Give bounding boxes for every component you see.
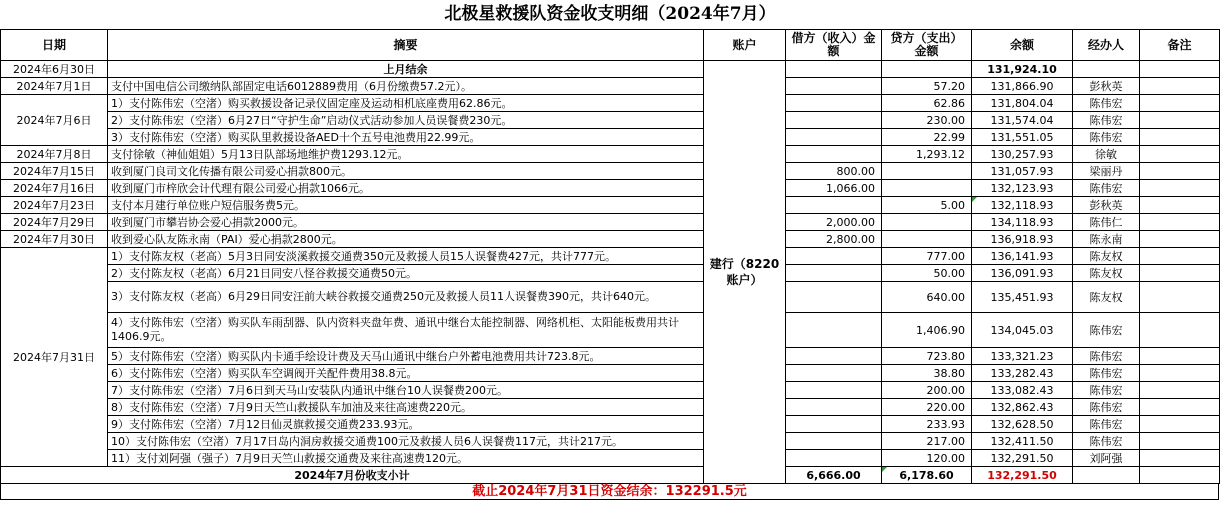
row-handler: 陈友权 — [1073, 248, 1140, 265]
row-date: 2024年7月1日 — [1, 78, 108, 95]
row-credit: 640.00 — [882, 282, 972, 313]
header-date: 日期 — [1, 30, 108, 61]
row-debit — [786, 248, 882, 265]
row-remark — [1140, 365, 1220, 382]
row-handler: 陈伟宏 — [1073, 95, 1140, 112]
subtotal-label: 2024年7月份收支小计 — [1, 467, 704, 484]
table-row — [1, 248, 1220, 265]
row-credit: 62.86 — [882, 95, 972, 112]
row-balance: 134,045.03 — [972, 313, 1073, 348]
row-credit: 22.99 — [882, 129, 972, 146]
row-debit — [786, 282, 882, 313]
row-credit: 230.00 — [882, 112, 972, 129]
subtotal-credit: 6,178.60 — [882, 467, 972, 484]
account-cell: 建行（8220账户） — [704, 61, 786, 484]
row-credit: 50.00 — [882, 265, 972, 282]
row-credit: 5.00 — [882, 197, 972, 214]
header-remark: 备注 — [1140, 30, 1220, 61]
row-debit — [786, 78, 882, 95]
row-balance: 132,628.50 — [972, 416, 1073, 433]
row-remark — [1140, 248, 1220, 265]
row-summary: 8）支付陈伟宏（空渚）7月9日天竺山救援队车加油及来往高速费220元。 — [108, 399, 704, 416]
subtotal-debit: 6,666.00 — [786, 467, 882, 484]
row-debit — [786, 146, 882, 163]
row-remark — [1140, 282, 1220, 313]
row-summary: 4）支付陈伟宏（空渚）购买队车雨刮器、队内资料夹盘年费、通讯中继台太能控制器、网络机柜、太阳能板费用共计1406.9元。 — [108, 313, 704, 348]
table-row — [1, 163, 1220, 180]
row-debit — [786, 265, 882, 282]
row-remark — [1140, 146, 1220, 163]
row-balance: 132,862.43 — [972, 399, 1073, 416]
table-row — [1, 382, 1220, 399]
row-credit — [882, 163, 972, 180]
row-debit: 1,066.00 — [786, 180, 882, 197]
row-debit — [786, 348, 882, 365]
row-credit: 200.00 — [882, 382, 972, 399]
table-row — [1, 433, 1220, 450]
opening-label: 上月结余 — [108, 61, 704, 78]
row-credit: 57.20 — [882, 78, 972, 95]
row-debit — [786, 95, 882, 112]
row-debit: 800.00 — [786, 163, 882, 180]
row-date: 2024年7月15日 — [1, 163, 108, 180]
header-credit: 贷方（支出）金额 — [882, 30, 972, 61]
row-credit: 120.00 — [882, 450, 972, 467]
row-handler: 陈友权 — [1073, 265, 1140, 282]
row-date: 2024年7月16日 — [1, 180, 108, 197]
table-row — [1, 231, 1220, 248]
row-summary: 9）支付陈伟宏（空渚）7月12日仙灵旗救援交通费233.93元。 — [108, 416, 704, 433]
row-handler: 彭秋英 — [1073, 197, 1140, 214]
row-balance: 135,451.93 — [972, 282, 1073, 313]
row-debit: 2,800.00 — [786, 231, 882, 248]
row-debit — [786, 399, 882, 416]
row-balance: 131,574.04 — [972, 112, 1073, 129]
header-debit: 借方（收入）金额 — [786, 30, 882, 61]
opening-debit — [786, 61, 882, 78]
row-balance: 132,411.50 — [972, 433, 1073, 450]
row-debit — [786, 416, 882, 433]
row-credit — [882, 214, 972, 231]
table-row — [1, 112, 1220, 129]
row-summary: 10）支付陈伟宏（空渚）7月17日岛内洞房救援交通费100元及救援人员6人误餐费117元，共计217元。 — [108, 433, 704, 450]
opening-row — [1, 61, 1220, 78]
row-summary: 收到爱心队友陈永南（PAI）爱心捐款2800元。 — [108, 231, 704, 248]
ledger-table — [0, 29, 1220, 484]
subtotal-remark — [1140, 467, 1220, 484]
row-debit — [786, 129, 882, 146]
row-debit — [786, 382, 882, 399]
row-summary: 3）支付陈伟宏（空渚）购买队里救援设备AED十个五号电池费用22.99元。 — [108, 129, 704, 146]
row-credit — [882, 231, 972, 248]
row-remark — [1140, 265, 1220, 282]
row-summary: 1）支付陈伟宏（空渚）购买救援设备记录仪固定座及运动相机底座费用62.86元。 — [108, 95, 704, 112]
page-title: 北极星救援队资金收支明细（2024年7月） — [444, 4, 776, 24]
row-balance: 133,082.43 — [972, 382, 1073, 399]
table-row — [1, 282, 1220, 313]
row-date: 2024年7月23日 — [1, 197, 108, 214]
table-row — [1, 197, 1220, 214]
row-handler: 陈伟宏 — [1073, 433, 1140, 450]
row-handler: 徐敏 — [1073, 146, 1140, 163]
row-credit: 38.80 — [882, 365, 972, 382]
row-remark — [1140, 197, 1220, 214]
row-remark — [1140, 78, 1220, 95]
row-handler: 陈伟宏 — [1073, 382, 1140, 399]
opening-handler — [1073, 61, 1140, 78]
row-remark — [1140, 450, 1220, 467]
subtotal-row — [1, 467, 1220, 484]
row-summary: 支付中国电信公司缴纳队部固定电话6012889费用（6月份缴费57.2元）。 — [108, 78, 704, 95]
header-row — [1, 30, 1220, 61]
row-credit: 777.00 — [882, 248, 972, 265]
row-remark — [1140, 95, 1220, 112]
row-balance: 132,291.50 — [972, 450, 1073, 467]
row-handler: 陈友权 — [1073, 282, 1140, 313]
row-credit: 233.93 — [882, 416, 972, 433]
header-handler: 经办人 — [1073, 30, 1140, 61]
row-handler: 陈伟宏 — [1073, 313, 1140, 348]
row-balance: 136,918.93 — [972, 231, 1073, 248]
row-handler: 陈伟仁 — [1073, 214, 1140, 231]
row-remark — [1140, 231, 1220, 248]
opening-balance: 131,924.10 — [972, 61, 1073, 78]
row-summary: 2）支付陈友权（老高）6月21日同安八怪谷救援交通费50元。 — [108, 265, 704, 282]
row-debit — [786, 365, 882, 382]
final-balance-note: 截止2024年7月31日资金结余：132291.5元 — [0, 484, 1219, 500]
row-summary: 2）支付陈伟宏（空渚）6月27日“守护生命”启动仪式活动参加人员误餐费230元。 — [108, 112, 704, 129]
opening-date: 2024年6月30日 — [1, 61, 108, 78]
row-credit — [882, 180, 972, 197]
row-handler: 陈伟宏 — [1073, 399, 1140, 416]
row-debit — [786, 112, 882, 129]
row-remark — [1140, 112, 1220, 129]
row-debit — [786, 450, 882, 467]
header-summary: 摘要 — [108, 30, 704, 61]
row-remark — [1140, 399, 1220, 416]
row-handler: 陈伟宏 — [1073, 348, 1140, 365]
row-handler: 彭秋英 — [1073, 78, 1140, 95]
row-summary: 1）支付陈友权（老高）5月3日同安淡溪救援交通费350元及救援人员15人误餐费427元，共计777元。 — [108, 248, 704, 265]
subtotal-balance: 132,291.50 — [972, 467, 1073, 484]
row-summary: 6）支付陈伟宏（空渚）购买队车空调阀开关配件费用38.8元。 — [108, 365, 704, 382]
row-handler: 陈伟宏 — [1073, 112, 1140, 129]
row-remark — [1140, 313, 1220, 348]
row-remark — [1140, 416, 1220, 433]
row-balance: 131,866.90 — [972, 78, 1073, 95]
table-row — [1, 265, 1220, 282]
row-credit: 1,406.90 — [882, 313, 972, 348]
subtotal-handler — [1073, 467, 1140, 484]
table-row — [1, 313, 1220, 348]
row-balance: 136,141.93 — [972, 248, 1073, 265]
row-summary: 5）支付陈伟宏（空渚）购买队内卡通手绘设计费及天马山通讯中继台户外蓄电池费用共计723.8元。 — [108, 348, 704, 365]
row-summary: 支付本月建行单位账户短信服务费5元。 — [108, 197, 704, 214]
table-row — [1, 348, 1220, 365]
row-credit: 220.00 — [882, 399, 972, 416]
table-row — [1, 399, 1220, 416]
row-remark — [1140, 382, 1220, 399]
row-balance: 132,118.93 — [972, 197, 1073, 214]
row-date: 2024年7月30日 — [1, 231, 108, 248]
row-credit: 217.00 — [882, 433, 972, 450]
row-balance: 136,091.93 — [972, 265, 1073, 282]
row-credit: 1,293.12 — [882, 146, 972, 163]
row-balance: 134,118.93 — [972, 214, 1073, 231]
row-date: 2024年7月31日 — [1, 248, 108, 467]
table-row — [1, 146, 1220, 163]
row-balance: 131,804.04 — [972, 95, 1073, 112]
header-balance: 余额 — [972, 30, 1073, 61]
table-row — [1, 214, 1220, 231]
row-remark — [1140, 214, 1220, 231]
opening-credit — [882, 61, 972, 78]
row-summary: 3）支付陈友权（老高）6月29日同安汪前大峡谷救援交通费250元及救援人员11人误餐费390元，共计640元。 — [108, 282, 704, 313]
row-remark — [1140, 180, 1220, 197]
row-debit — [786, 433, 882, 450]
row-balance: 131,057.93 — [972, 163, 1073, 180]
row-handler: 梁丽丹 — [1073, 163, 1140, 180]
row-balance: 130,257.93 — [972, 146, 1073, 163]
row-handler: 陈伟宏 — [1073, 129, 1140, 146]
row-balance: 131,551.05 — [972, 129, 1073, 146]
row-handler: 陈伟宏 — [1073, 416, 1140, 433]
table-row — [1, 95, 1220, 112]
row-summary: 支付徐敏（神仙姐姐）5月13日队部场地维护费1293.12元。 — [108, 146, 704, 163]
table-row — [1, 180, 1220, 197]
row-remark — [1140, 433, 1220, 450]
header-account: 账户 — [704, 30, 786, 61]
row-summary: 收到厦门市梓欣会计代理有限公司爱心捐款1066元。 — [108, 180, 704, 197]
row-handler: 陈伟宏 — [1073, 180, 1140, 197]
table-row — [1, 416, 1220, 433]
row-debit — [786, 197, 882, 214]
row-date: 2024年7月29日 — [1, 214, 108, 231]
row-summary: 11）支付刘阿强（强子）7月9日天竺山救援交通费及来往高速费120元。 — [108, 450, 704, 467]
row-balance: 133,321.23 — [972, 348, 1073, 365]
row-credit: 723.80 — [882, 348, 972, 365]
row-balance: 132,123.93 — [972, 180, 1073, 197]
row-remark — [1140, 348, 1220, 365]
row-date: 2024年7月6日 — [1, 95, 108, 146]
row-debit: 2,000.00 — [786, 214, 882, 231]
row-remark — [1140, 129, 1220, 146]
row-summary: 收到厦门良司文化传播有限公司爱心捐款800元。 — [108, 163, 704, 180]
opening-remark — [1140, 61, 1220, 78]
row-handler: 刘阿强 — [1073, 450, 1140, 467]
row-handler: 陈永南 — [1073, 231, 1140, 248]
table-row — [1, 450, 1220, 467]
row-remark — [1140, 163, 1220, 180]
row-balance: 133,282.43 — [972, 365, 1073, 382]
row-summary: 7）支付陈伟宏（空渚）7月6日到天马山安装队内通讯中继台10人误餐费200元。 — [108, 382, 704, 399]
table-row — [1, 365, 1220, 382]
row-handler: 陈伟宏 — [1073, 365, 1140, 382]
table-row — [1, 129, 1220, 146]
row-date: 2024年7月8日 — [1, 146, 108, 163]
row-summary: 收到厦门市攀岩协会爱心捐款2000元。 — [108, 214, 704, 231]
row-debit — [786, 313, 882, 348]
table-row — [1, 78, 1220, 95]
